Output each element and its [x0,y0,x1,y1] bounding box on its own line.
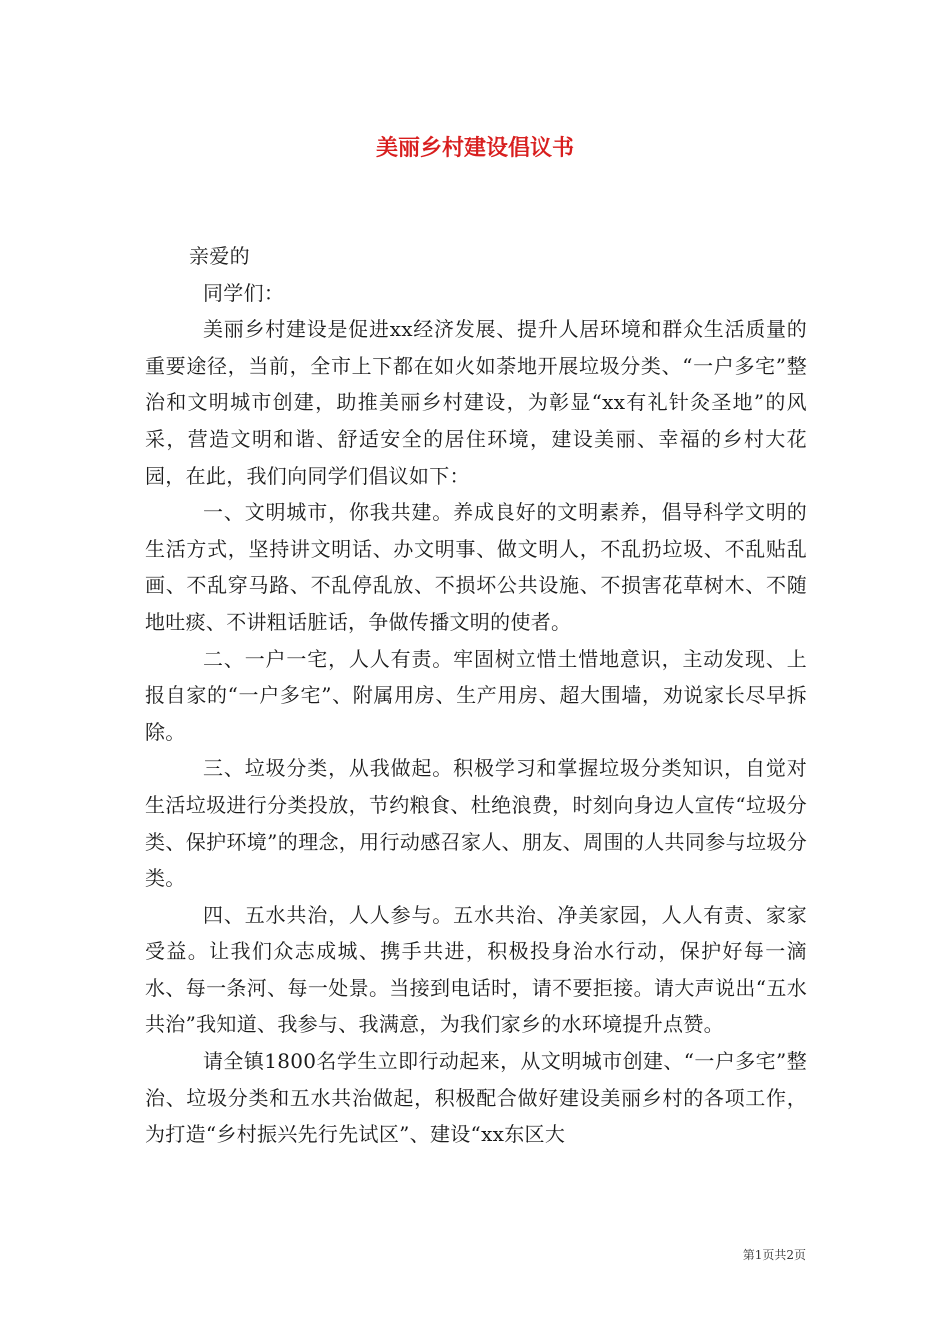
greeting-salutation: 亲爱的 [189,244,250,268]
proposal-garbage-sorting: 三、垃圾分类，从我做起。积极学习和掌握垃圾分类知识，自觉对生活垃圾进行分类投放，节约粮食、杜绝浪费，时刻向身边人宣传“垃圾分类、保护环境”的理念，用行动感召家人、朋友、周围的人共同参与垃圾分类。 [145,756,807,891]
proposal-civilized-city: 一、文明城市，你我共建。养成良好的文明素养，倡导科学文明的生活方式，坚持讲文明话、办文明事、做文明人，不乱扔垃圾、不乱贴乱画、不乱穿马路、不乱停乱放、不损坏公共设施、不损害花草树木、不随地吐痰、不讲粗话脏话，争做传播文明的使者。 [145,500,807,634]
document-title: 美丽乡村建设倡议书 [375,136,574,161]
page-indicator: 第1页共2页 [742,1248,806,1262]
intro-paragraph: 美丽乡村建设是促进xx经济发展、提升人居环境和群众生活质量的重要途径，当前，全市上下都在如火如荼地开展垃圾分类、“一户多宅”整治和文明城市创建，助推美丽乡村建设，为彰显“xx有礼针灸圣地”的风采，营造文明和谐、舒适安全的居住环境，建设美丽、幸福的乡村大花园，在此，我们向同学们倡议如下： [145,317,807,488]
closing-call-paragraph: 请全镇1800名学生立即行动起来，从文明城市创建、“一户多宅”整治、垃圾分类和五水共治做起，积极配合做好建设美丽乡村的各项工作，为打造“乡村振兴先行先试区”、建设“xx东区大 [145,1049,807,1147]
document-body [145,238,807,1153]
greeting-recipients: 同学们： [203,280,285,305]
proposal-one-household-one-house: 二、一户一宅，人人有责。牢固树立惜土惜地意识，主动发现、上报自家的“一户多宅”、附属用房、生产用房、超大围墙，劝说家长尽早拆除。 [145,646,807,744]
proposal-five-water-governance: 四、五水共治，人人参与。五水共治、净美家园，人人有责、家家受益。让我们众志成城、携手共进，积极投身治水行动，保护好每一滴水、每一条河、每一处景。当接到电话时，请不要拒接。请大声说出“五水共治”我知道、我参与、我满意，为我们家乡的水环境提升点赞。 [145,902,807,1037]
